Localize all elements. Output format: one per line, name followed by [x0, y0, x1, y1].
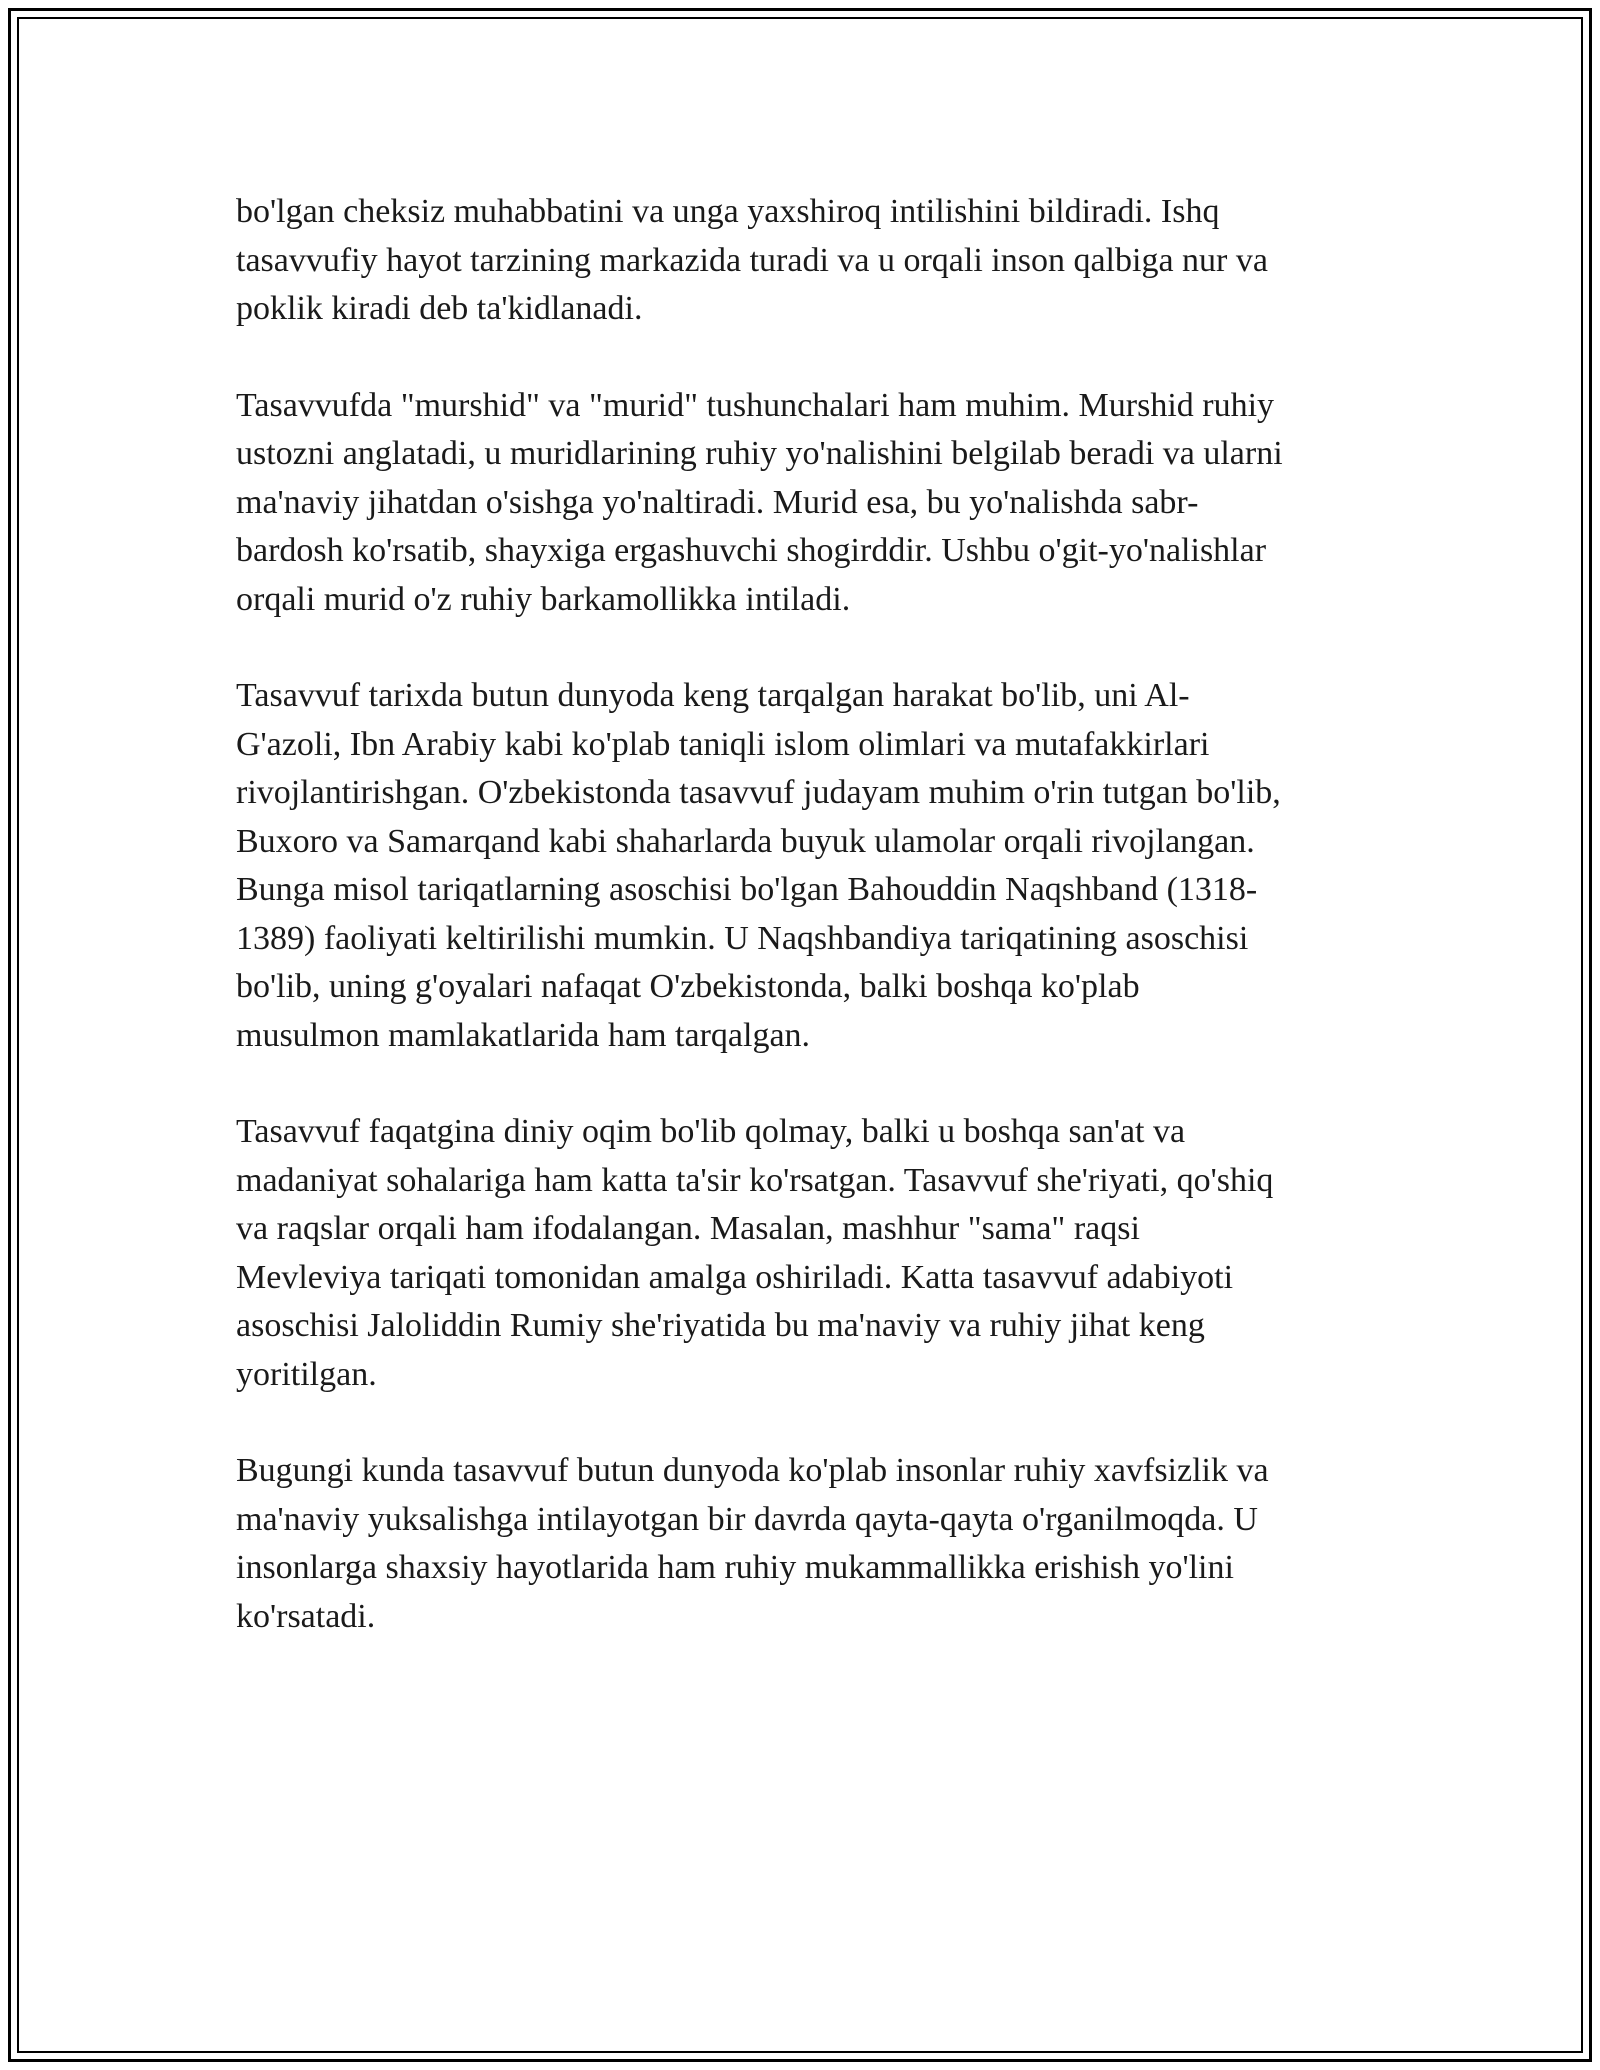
- text-line: insonlarga shaxsiy hayotlarida ham ruhiy mukammallikka erishish yo'lini: [236, 1549, 1234, 1586]
- text-line: Buxoro va Samarqand kabi shaharlarda buyuk ulamolar orqali rivojlangan.: [236, 822, 1255, 860]
- text-line: poklik kiradi deb ta'kidlanadi.: [236, 290, 643, 327]
- text-line: madaniyat sohalariga ham katta ta'sir ko'rsatgan. Tasavvuf she'riyati, qo'shiq: [236, 1161, 1274, 1199]
- paragraph-3: [236, 672, 1376, 1060]
- text-line: bo'lgan cheksiz muhabbatini va unga yaxshiroq intilishini bildiradi. Ishq: [236, 193, 1220, 230]
- paragraph-2: [236, 382, 1376, 625]
- text-line: ko'rsatadi.: [236, 1597, 376, 1635]
- text-line: orqali murid o'z ruhiy barkamollikka intiladi.: [236, 580, 851, 618]
- text-line: ustozni anglatadi, u muridlarining ruhiy yo'nalishini belgilab beradi va ularni: [236, 435, 1283, 472]
- paragraph-4: [236, 1108, 1376, 1399]
- text-line: asoschisi Jaloliddin Rumiy she'riyatida bu ma'naviy va ruhiy jihat keng: [236, 1307, 1205, 1344]
- text-line: yoritilgan.: [236, 1355, 377, 1393]
- text-line: G'azoli, Ibn Arabiy kabi ko'plab taniqli islom olimlari va mutafakkirlari: [236, 725, 1210, 763]
- text-line: va raqslar orqali ham ifodalangan. Masalan, mashhur "sama" raqsi: [236, 1210, 1140, 1247]
- text-line: ma'naviy yuksalishga intilayotgan bir davrda qayta-qayta o'rganilmoqda. U: [236, 1500, 1258, 1538]
- text-line: 1389) faoliyati keltirilishi mumkin. U Naqshbandiya tariqatining asoschisi: [236, 919, 1249, 957]
- text-line: bo'lib, uning g'oyalari nafaqat O'zbekistonda, balki boshqa ko'plab: [236, 968, 1140, 1005]
- text-line: Tasavvufda "murshid" va "murid" tushunchalari ham muhim. Murshid ruhiy: [236, 386, 1275, 424]
- text-line: Tasavvuf faqatgina diniy oqim bo'lib qolmay, balki u boshqa san'at va: [236, 1113, 1186, 1150]
- text-line: musulmon mamlakatlarida ham tarqalgan.: [236, 1016, 811, 1054]
- paragraph-5: [236, 1447, 1376, 1641]
- text-line: tasavvufiy hayot tarzining markazida turadi va u orqali inson qalbiga nur va: [236, 241, 1268, 279]
- document-body: [236, 188, 1376, 1641]
- text-line: Bunga misol tariqatlarning asoschisi bo'lgan Bahouddin Naqshband (1318-: [236, 871, 1258, 908]
- text-line: Tasavvuf tarixda butun dunyoda keng tarqalgan harakat bo'lib, uni Al-: [236, 677, 1190, 714]
- paragraph-1: [236, 188, 1376, 334]
- text-line: bardosh ko'rsatib, shayxiga ergashuvchi shogirddir. Ushbu o'git-yo'nalishlar: [236, 532, 1267, 569]
- text-line: ma'naviy jihatdan o'sishga yo'naltiradi. Murid esa, bu yo'nalishda sabr-: [236, 483, 1199, 521]
- text-line: Mevleviya tariqati tomonidan amalga oshiriladi. Katta tasavvuf adabiyoti: [236, 1258, 1234, 1296]
- text-line: Bugungi kunda tasavvuf butun dunyoda ko'plab insonlar ruhiy xavfsizlik va: [236, 1452, 1269, 1489]
- text-line: rivojlantirishgan. O'zbekistonda tasavvuf judayam muhim o'rin tutgan bo'lib,: [236, 774, 1281, 811]
